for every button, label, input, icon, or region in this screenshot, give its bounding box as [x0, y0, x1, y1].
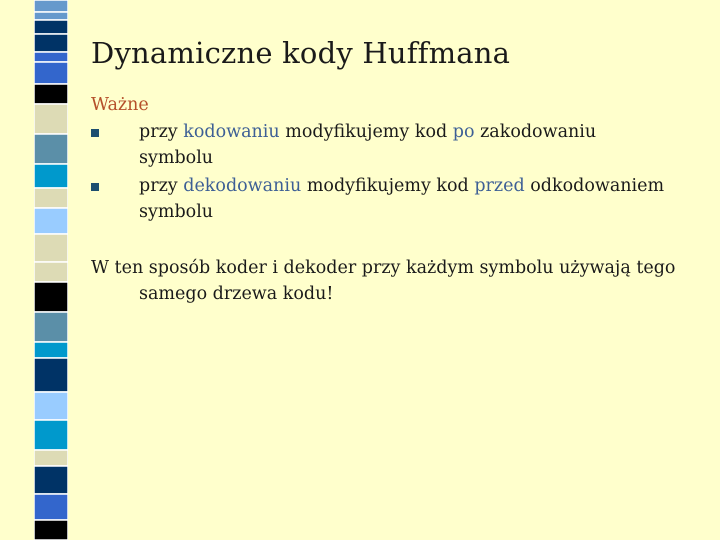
stripe-block: [34, 12, 68, 20]
text-segment: modyfikujemy kod: [301, 176, 475, 196]
stripe-block: [34, 52, 68, 62]
section-heading: Ważne: [91, 95, 149, 115]
stripe-block: [34, 420, 68, 450]
stripe-block: [34, 84, 68, 104]
bullet-1-line-1: [139, 119, 596, 146]
stripe-block: [34, 188, 68, 208]
text-segment: przy: [139, 176, 184, 196]
stripe-block: [34, 234, 68, 262]
highlighted-word: przed: [474, 176, 525, 196]
stripe-block: [34, 282, 68, 312]
stripe-block: [34, 104, 68, 134]
text-segment: przy: [139, 122, 184, 142]
stripe-block: [34, 450, 68, 466]
paragraph-line-1: W ten sposób koder i dekoder przy każdym symbolu używają tego: [91, 258, 676, 278]
bullet-1-line-2: symbolu: [139, 148, 214, 168]
bullet-square-icon: [91, 183, 99, 191]
text-segment: odkodowaniem: [524, 176, 665, 196]
bullet-2-line-2: symbolu: [139, 202, 214, 222]
stripe-block: [34, 262, 68, 282]
bullet-square-icon: [91, 129, 99, 137]
stripe-block: [34, 62, 68, 84]
slide-title: Dynamiczne kody Huffmana: [91, 36, 511, 70]
highlighted-word: dekodowaniu: [183, 176, 302, 196]
stripe-block: [34, 466, 68, 494]
bullet-2-line-1: [139, 173, 664, 200]
stripe-block: [34, 312, 68, 342]
highlighted-word: kodowaniu: [183, 122, 280, 142]
paragraph-line-2: samego drzewa kodu!: [139, 284, 334, 304]
text-segment: modyfikujemy kod: [279, 122, 453, 142]
stripe-block: [34, 34, 68, 52]
stripe-block: [34, 520, 68, 540]
decorative-stripe: [34, 0, 68, 540]
stripe-block: [34, 134, 68, 164]
text-segment: zakodowaniu: [474, 122, 597, 142]
stripe-block: [34, 392, 68, 420]
stripe-block: [34, 342, 68, 358]
stripe-block: [34, 20, 68, 34]
stripe-block: [34, 0, 68, 12]
stripe-block: [34, 208, 68, 234]
stripe-block: [34, 164, 68, 188]
stripe-block: [34, 358, 68, 392]
highlighted-word: po: [452, 122, 475, 142]
stripe-block: [34, 494, 68, 520]
